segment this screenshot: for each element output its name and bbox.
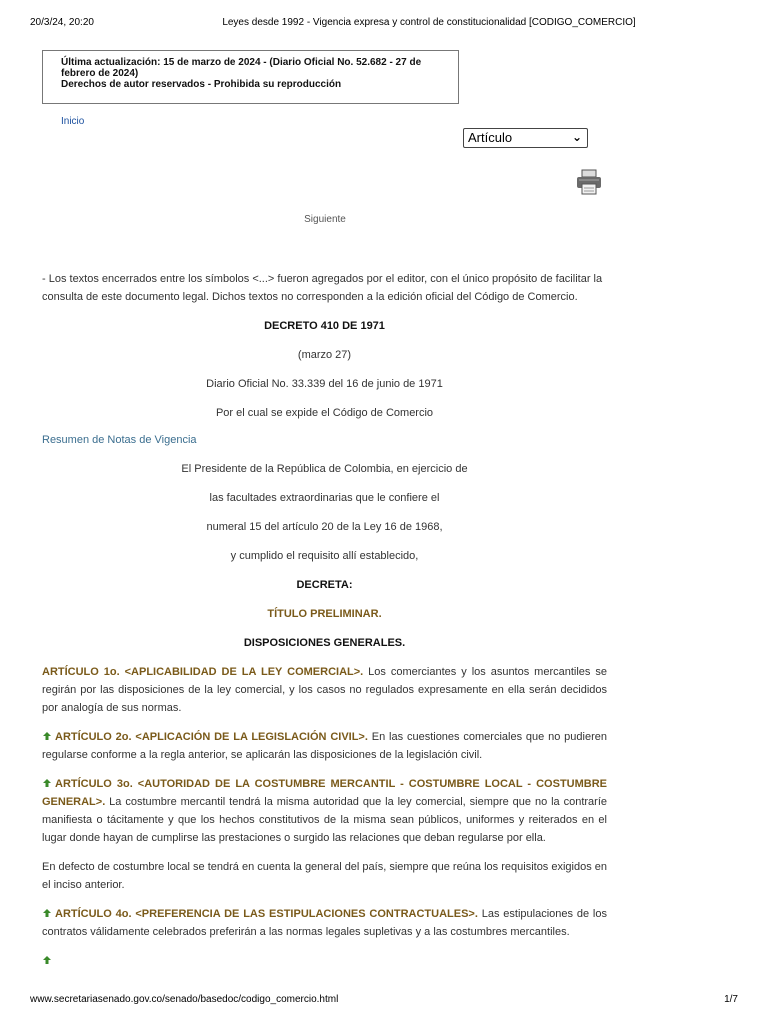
article-3-paragraph-2: En defecto de costumbre local se tendrá en cuenta la general del país, siempre que reúna los requisitos exigidos en el inciso anterior. [42, 861, 608, 891]
preamble-line: El Presidente de la República de Colombia, en ejercicio de [181, 463, 468, 475]
siguiente-link[interactable]: Siguiente [304, 214, 346, 225]
up-arrow-icon[interactable] [42, 955, 52, 965]
article-1-heading: ARTÍCULO 1o. <APLICABILIDAD DE LA LEY COMERCIAL>. [42, 666, 364, 678]
titulo-heading: TÍTULO PRELIMINAR. [267, 608, 382, 620]
up-arrow-icon[interactable] [42, 778, 52, 788]
page-url: www.secretariasenado.gov.co/senado/basedoc/codigo_comercio.html [30, 994, 339, 1005]
print-header [30, 17, 738, 31]
preamble-line: y cumplido el requisito allí establecido, [230, 550, 419, 562]
disposiciones-heading: DISPOSICIONES GENERALES. [243, 637, 406, 649]
print-datetime: 20/3/24, 20:20 [30, 17, 94, 28]
printer-icon[interactable] [575, 168, 603, 196]
decreta-heading: DECRETA: [296, 579, 353, 591]
inicio-link[interactable]: Inicio [61, 116, 85, 127]
document-body [42, 270, 607, 981]
decree-purpose: Por el cual se expide el Código de Comercio [215, 407, 434, 419]
resumen-notas-link[interactable]: Resumen de Notas de Vigencia [42, 434, 197, 446]
article-4-text: Las estipulaciones de los contratos válidamente celebrados preferirán a las normas legales supletivas y a las costumbres mercantiles. [42, 908, 607, 938]
up-arrow-icon[interactable] [42, 731, 52, 741]
decree-title: DECRETO 410 DE 1971 [264, 320, 385, 332]
preamble-line: numeral 15 del artículo 20 de la Ley 16 de 1968, [206, 521, 443, 533]
article-4 [42, 905, 607, 941]
article-2-text: En las cuestiones comerciales que no pudieren regularse conforme a la regla anterior, se aplicarán las disposiciones de la legislación civil. [42, 731, 607, 761]
editor-note: - Los textos encerrados entre los símbolos <...> fueron agregados por el editor, con el único propósito de facilitar la consulta de este documento legal. Dichos textos no corresponden a la edición oficial del Código de Comercio. [42, 273, 603, 303]
article-1 [42, 663, 607, 717]
preamble-line: las facultades extraordinarias que le confiere el [209, 492, 440, 504]
article-select-value: Artículo [468, 130, 513, 145]
article-3-heading: ARTÍCULO 3o. <AUTORIDAD DE LA COSTUMBRE MERCANTIL - COSTUMBRE LOCAL - COSTUMBRE GENERAL>. [42, 778, 607, 808]
select-chevron-icon: ⌄ [571, 130, 582, 144]
article-3 [42, 775, 607, 847]
article-2-heading: ARTÍCULO 2o. <APLICACIÓN DE LA LEGISLACIÓN CIVIL>. [55, 731, 368, 743]
print-footer [30, 994, 738, 1005]
article-1-text: Los comerciantes y los asuntos mercantiles se regirán por las disposiciones de la ley comercial, y los casos no regulados expresamente en ella serán decididos por analogía de sus normas. [42, 666, 607, 714]
decree-date: (marzo 27) [297, 349, 352, 361]
last-update-text: Última actualización: 15 de marzo de 2024 - (Diario Oficial No. 52.682 - 27 de febrero de 2024) [61, 57, 422, 79]
article-3-text: La costumbre mercantil tendrá la misma autoridad que la ley comercial, siempre que no la contraríe manifiesta o tácitamente y que los hechos constitutivos de la misma sean públicos, uniformes y reiterados en el lugar donde hayan de cumplirse las prestaciones o surgido las relaciones que deban regularse por ella. [42, 796, 607, 844]
print-title: Leyes desde 1992 - Vigencia expresa y control de constitucionalidad [CODIGO_COMERCIO] [222, 17, 636, 28]
page-number: 1/7 [724, 994, 738, 1005]
article-select[interactable] [463, 128, 588, 148]
up-arrow-icon[interactable] [42, 908, 52, 918]
article-2 [42, 728, 607, 764]
update-box [42, 50, 459, 104]
article-4-heading: ARTÍCULO 4o. <PREFERENCIA DE LAS ESTIPULACIONES CONTRACTUALES>. [55, 908, 478, 920]
copyright-text: Derechos de autor reservados - Prohibida su reproducción [61, 79, 342, 90]
decree-diario: Diario Oficial No. 33.339 del 16 de junio de 1971 [206, 378, 443, 390]
